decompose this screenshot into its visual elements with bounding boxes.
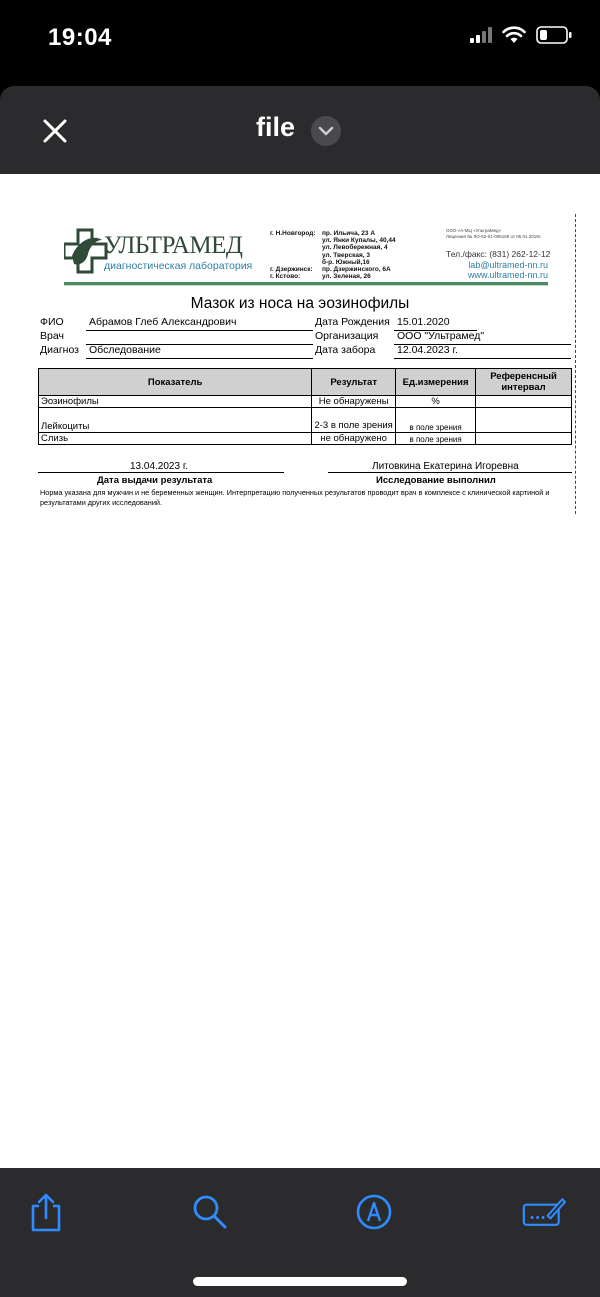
diagnosis-value: Обследование (86, 344, 313, 359)
column-header: Ед.измерения (396, 369, 476, 396)
unit-cell: % (396, 396, 476, 408)
share-icon (28, 1192, 64, 1232)
column-header: Референсный интервал (476, 369, 572, 396)
result-cell: Не обнаружены (312, 396, 396, 408)
result-cell: не обнаружено (312, 433, 396, 445)
search-button[interactable] (188, 1190, 232, 1234)
signature-icon (522, 1194, 566, 1230)
status-bar (0, 0, 600, 86)
contact-links (468, 260, 548, 280)
address-line: б-р. Южный,16 (322, 258, 370, 266)
indicator-cell: Слизь (39, 433, 312, 445)
brand-subtitle: диагностическая лаборатория (104, 260, 253, 272)
address-city-1: г. Н.Новгород: (270, 230, 316, 237)
reference-cell (476, 433, 572, 445)
address-city-2: г. Дзержинск: (270, 266, 313, 273)
sample-date-value: 12.04.2023 г. (394, 344, 571, 359)
issue-date-label: Дата выдачи результата (97, 475, 213, 486)
address-line: пр. Ильича, 23 А (322, 230, 376, 237)
address-line-3: ул. Зеленая, 26 (322, 273, 371, 280)
results-table (38, 368, 572, 445)
close-icon (42, 118, 68, 144)
markup-button[interactable] (352, 1190, 396, 1234)
address-line-2: пр. Дзержинского, 6А (322, 266, 391, 273)
reference-cell (476, 408, 572, 433)
address-line: ул. Левобережная, 4 (322, 244, 388, 252)
title-menu-button[interactable] (311, 116, 341, 146)
org-label: Организация (315, 330, 379, 342)
file-title[interactable]: file (256, 112, 296, 142)
issue-date-line (38, 472, 284, 473)
status-time: 19:04 (48, 24, 112, 51)
indicator-cell: Лейкоциты (39, 408, 312, 433)
unit-cell: в поле зрения (396, 433, 476, 445)
address-line: ул. Янки Купалы, 40,44 (322, 237, 396, 245)
status-icons (470, 26, 572, 44)
lab-report-page (0, 174, 600, 1168)
license-line: ООО «А-МЦ «УльтраМед» (446, 228, 502, 233)
table-row (39, 433, 572, 445)
birth-value: 15.01.2020 (394, 316, 477, 331)
doctor-value (86, 330, 313, 345)
issue-date: 13.04.2023 г. (130, 461, 189, 472)
chevron-down-icon (318, 126, 334, 136)
address-line: ул. Тверская, 3 (322, 251, 370, 259)
brand-name: УЛЬТРАМЕД (104, 232, 243, 259)
fio-label: ФИО (40, 316, 64, 328)
close-button[interactable] (36, 112, 74, 150)
cellular-signal-icon (470, 27, 492, 43)
performer-name: Литовкина Екатерина Игоревна (372, 461, 519, 472)
license-line: Лицензия № ЛО-52-01-006169 от 05.01.2018г. (446, 233, 542, 239)
search-icon (191, 1193, 229, 1231)
column-header: Результат (312, 369, 396, 396)
table-row (39, 408, 572, 433)
wifi-icon (502, 26, 526, 44)
doctor-label: Врач (40, 330, 64, 342)
markup-icon (355, 1193, 393, 1231)
license-info (446, 228, 541, 239)
battery-icon (536, 26, 572, 44)
birth-label: Дата Рождения (315, 316, 390, 328)
contact-email[interactable]: lab@ultramed-nn.ru (468, 260, 548, 270)
document-viewer[interactable] (0, 174, 600, 1168)
reference-cell (476, 396, 572, 408)
unit-cell: в поле зрения (396, 408, 476, 433)
signature-button[interactable] (522, 1190, 566, 1234)
indicator-cell: Эозинофилы (39, 396, 312, 408)
table-row (39, 396, 572, 408)
performer-line (328, 472, 572, 473)
contact-phone: Тел./факс: (831) 262-12-12 (446, 249, 551, 259)
report-title: Мазок из носа на эозинофилы (190, 295, 410, 312)
contact-website[interactable]: www.ultramed-nn.ru (467, 270, 548, 280)
viewer-nav-bar (0, 86, 600, 174)
disclaimer-note: Норма указана для мужчин и не беременных женщин. Интерпретацию полученных результатов проводит врач в комплексе с клинической картиной и результатами других исследований. (40, 488, 550, 507)
address-city-3: г. Кстово: (270, 273, 301, 280)
result-cell: 2-3 в поле зрения (312, 408, 396, 433)
share-button[interactable] (24, 1190, 68, 1234)
header-divider-light (64, 285, 548, 286)
table-header-row (39, 369, 572, 396)
address-list-1 (322, 230, 396, 266)
column-header: Показатель (39, 369, 312, 396)
performer-label: Исследование выполнил (376, 475, 496, 486)
org-value: ООО "Ультрамед" (394, 330, 571, 345)
page-edge (575, 214, 576, 514)
sample-date-label: Дата забора (315, 344, 376, 356)
diagnosis-label: Диагноз (40, 344, 79, 356)
fio-value: Абрамов Глеб Александрович (86, 316, 313, 331)
home-indicator[interactable] (193, 1277, 407, 1286)
